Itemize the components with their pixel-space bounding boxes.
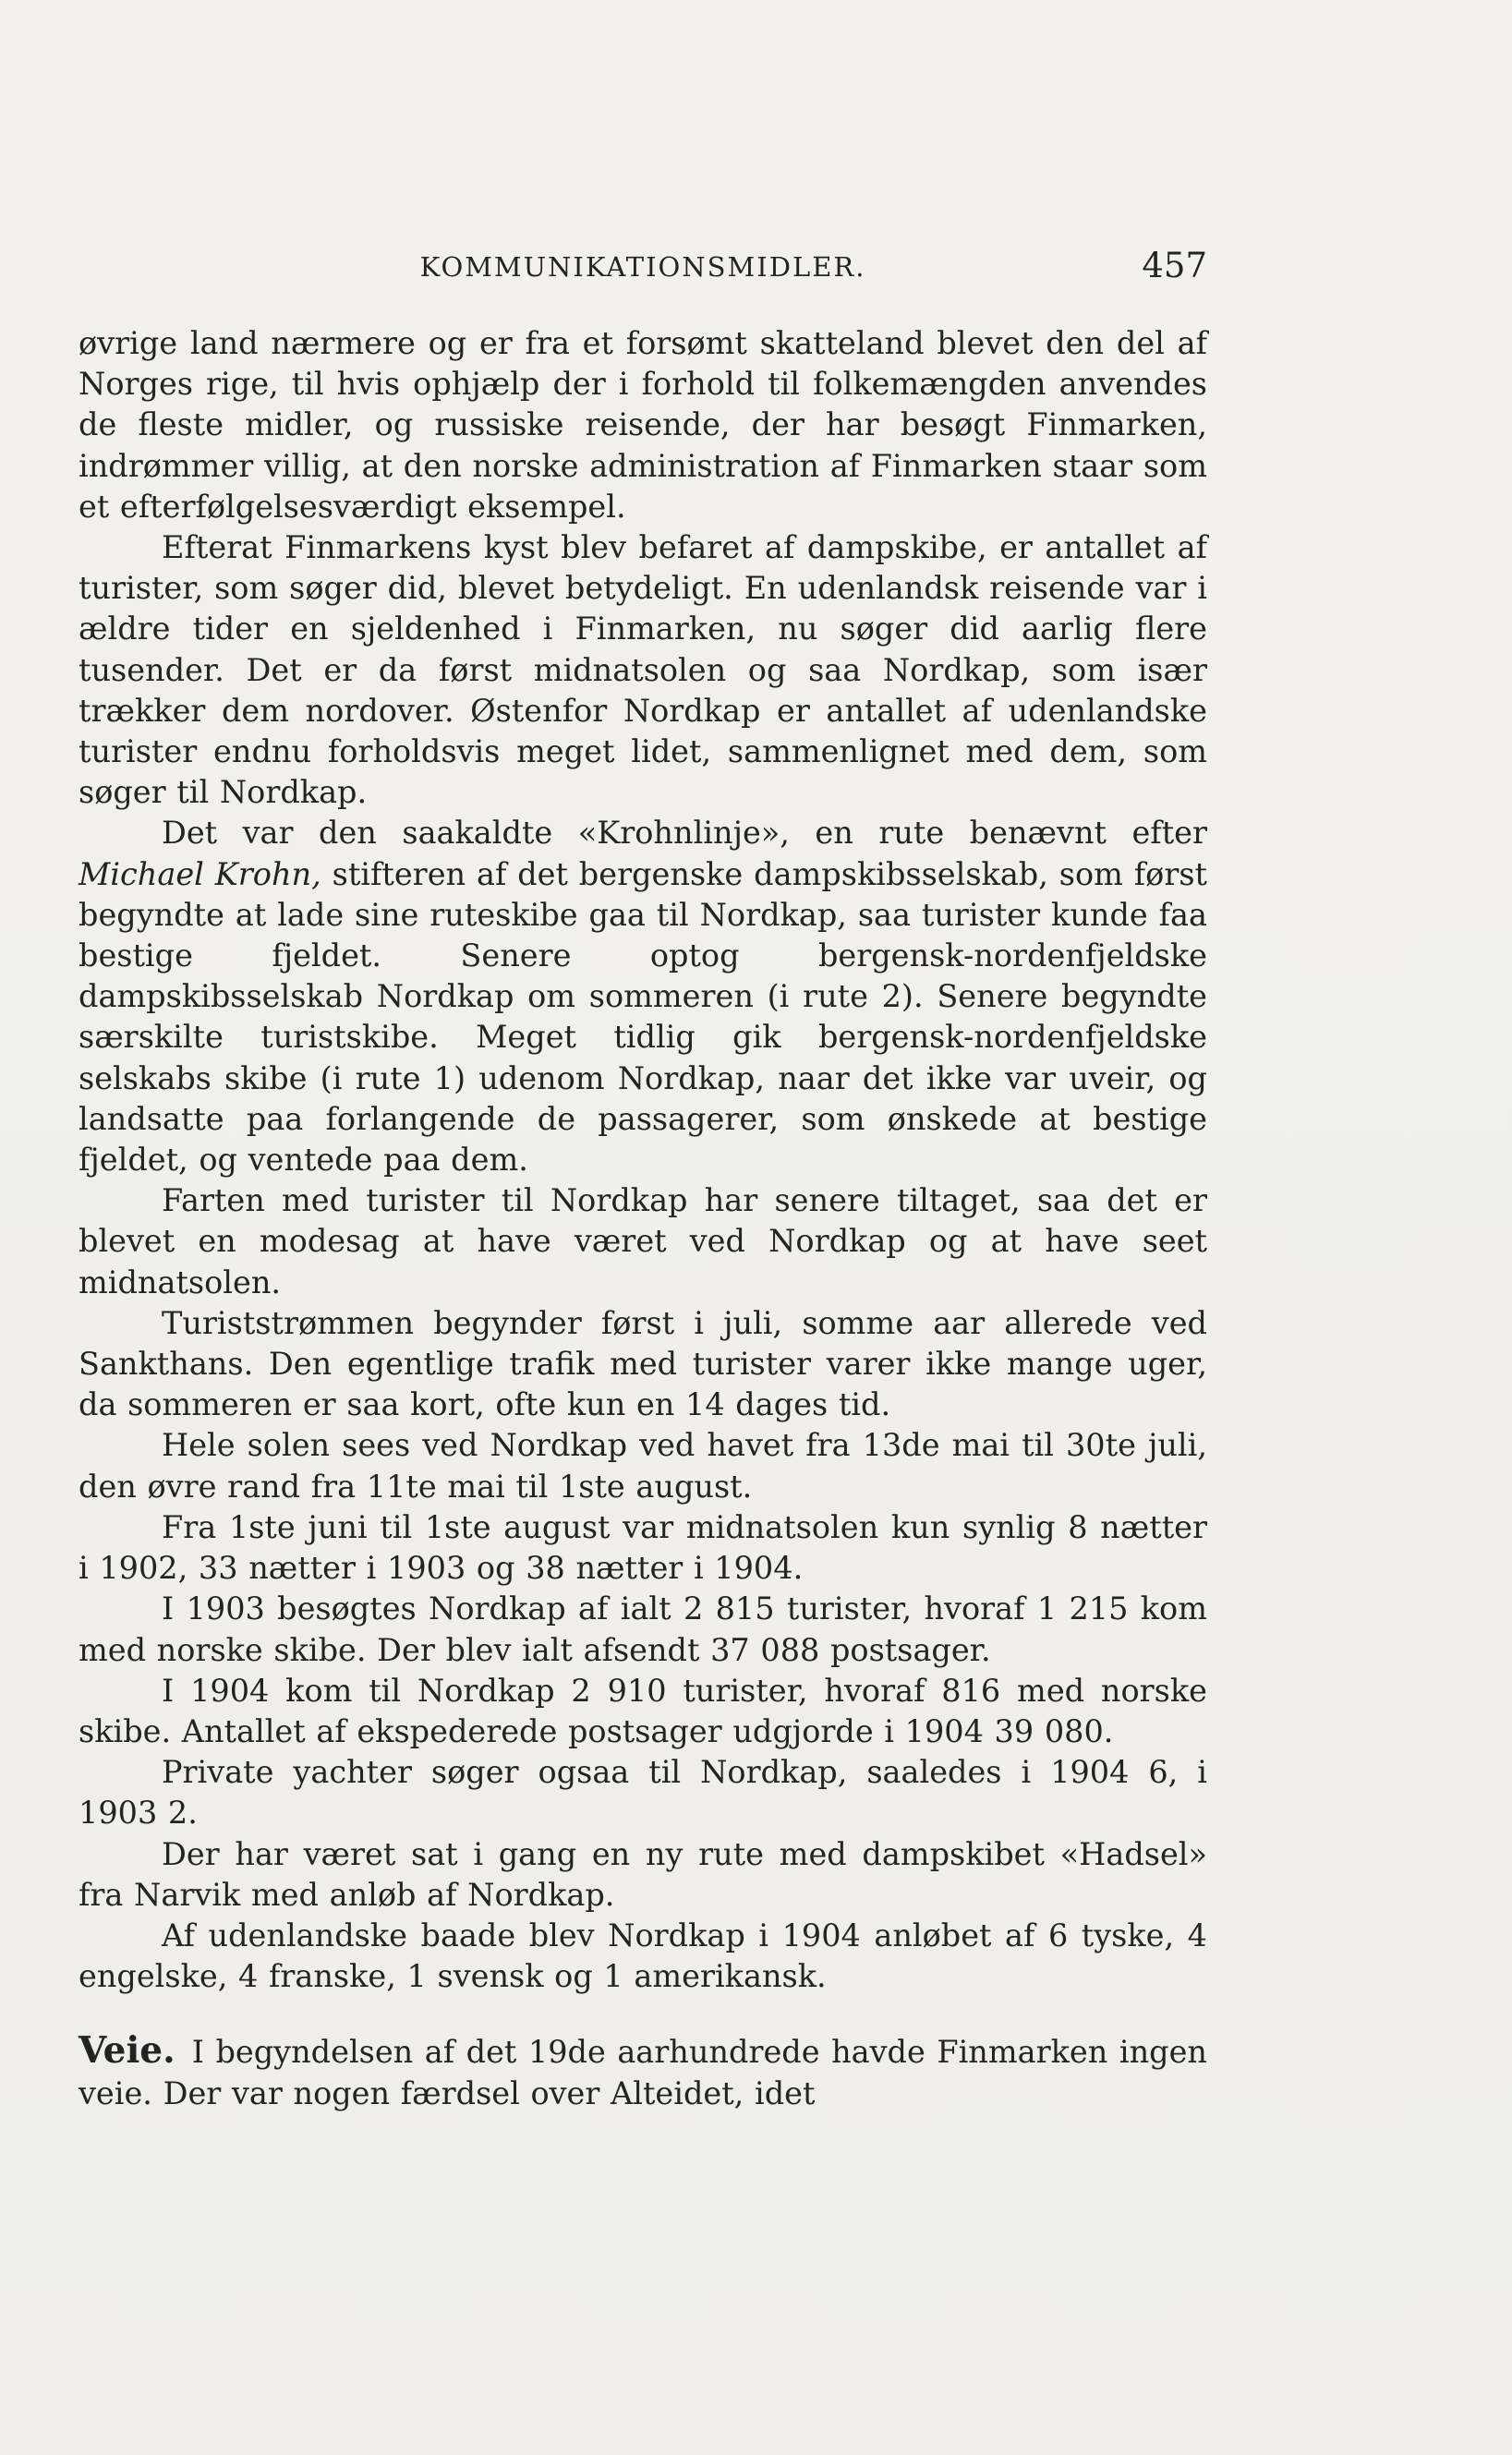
paragraph: Farten med turister til Nordkap har senere tiltaget, saa det er blevet en modesag at have været ved Nordkap og at have seet midnatsolen. <box>79 1182 1207 1300</box>
paragraph: I 1904 kom til Nordkap 2 910 turister, hvoraf 816 med norske skibe. Antallet af ekspederede postsager udgjorde i 1904 39 080. <box>79 1672 1207 1749</box>
section-heading: Veie. <box>79 2029 175 2073</box>
paragraph: Private yachter søger ogsaa til Nordkap, saaledes i 1904 6, i 1903 2. <box>79 1754 1207 1832</box>
paragraph <box>79 813 1207 1180</box>
section-paragraph <box>79 2030 1207 2113</box>
paragraph: Efterat Finmarkens kyst blev befaret af dampskibe, er antallet af turister, som søger did, blevet betydeligt. En udenlandsk reisende var i ældre tider en sjeldenhed i Finmarken, nu søger did aarlig flere tusender. Det er da først midnatsolen og saa Nordkap, som især trækker dem nordover. Østenfor Nordkap er antallet af udenlandske turister endnu forholdsvis meget lidet, sammenlignet med dem, som søger til Nordkap. <box>79 529 1207 811</box>
section-text: I begyndelsen af det 19de aarhundrede havde Finmarken ingen veie. Der var nogen færdsel over Alteidet, idet <box>79 2034 1207 2111</box>
body-text <box>79 323 1207 2114</box>
paragraph: Hele solen sees ved Nordkap ved havet fra 13de mai til 30te juli, den øvre rand fra 11te mai til 1ste august. <box>79 1427 1207 1505</box>
paragraph-body: stifteren af det bergenske dampskibsselskab, som først begyndte at lade sine ruteskibe gaa til Nordkap, saa turister kunde faa bestige fjeldet. Senere optog bergensk-nordenfjeldske dampskibsselskab Nordkap om sommeren (i rute 2). Senere begyndte særskilte turistskibe. Meget tidlig gik bergensk-nordenfjeldske selskabs skibe (i rute 1) udenom Nordkap, naar det ikke var uveir, og landsatte paa forlangende de passagerer, som ønskede at bestige fjeldet, og ventede paa dem. <box>79 855 1207 1179</box>
paragraph: I 1903 besøgtes Nordkap af ialt 2 815 turister, hvoraf 1 215 kom med norske skibe. Der blev ialt afsendt 37 088 postsager. <box>79 1590 1207 1668</box>
paragraph: Af udenlandske baade blev Nordkap i 1904 anløbet af 6 tyske, 4 engelske, 4 franske, 1 svensk og 1 amerikansk. <box>79 1917 1207 1995</box>
page-number: 457 <box>1142 246 1207 285</box>
paragraph-lead: Det var den saakaldte «Krohnlinje», en rute benævnt efter <box>162 815 1207 852</box>
paragraph: øvrige land nærmere og er fra et forsømt skatteland blevet den del af Norges rige, til hvis ophjælp der i forhold til folkemængden anvendes de fleste midler, og russiske reisende, der har besøgt Finmarken, indrømmer villig, at den norske administration af Finmarken staar som et efterfølgelsesværdigt eksempel. <box>79 325 1207 525</box>
person-name: Michael Krohn, <box>79 855 321 892</box>
paragraph: Turiststrømmen begynder først i juli, somme aar allerede ved Sankthans. Den egentlige trafik med turister varer ikke mange uger, da sommeren er saa kort, ofte kun en 14 dages tid. <box>79 1304 1207 1423</box>
running-title: KOMMUNIKATIONSMIDLER. <box>419 251 866 283</box>
paragraph: Der har været sat i gang en ny rute med dampskibet «Hadsel» fra Narvik med anløb af Nordkap. <box>79 1835 1207 1913</box>
paragraph: Fra 1ste juni til 1ste august var midnatsolen kun synlig 8 nætter i 1902, 33 nætter i 1903 og 38 nætter i 1904. <box>79 1508 1207 1587</box>
running-head <box>79 246 1207 288</box>
